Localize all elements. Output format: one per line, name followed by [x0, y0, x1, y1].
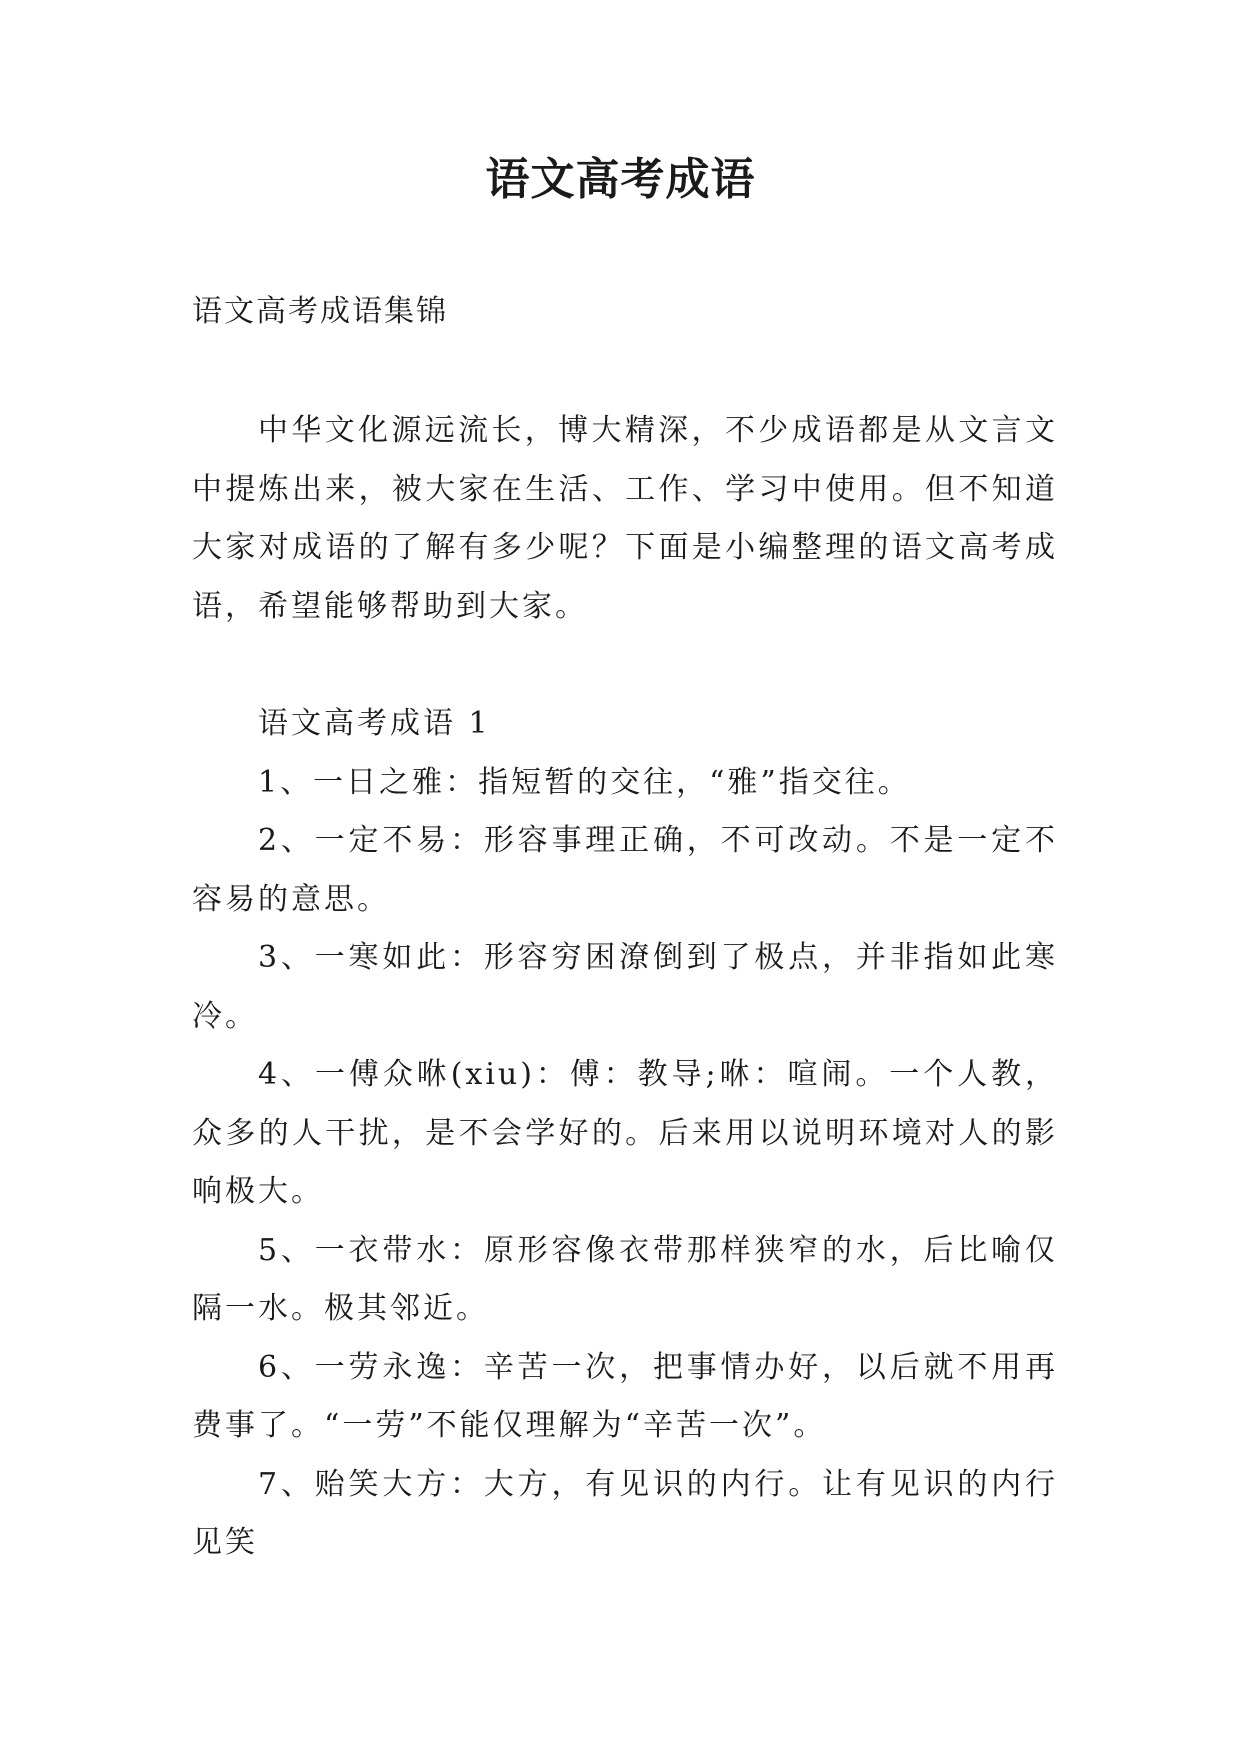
idiom-item-7: 7、贻笑大方：大方，有见识的内行。让有见识的内行见笑 [192, 1466, 1058, 1560]
idiom-item-2: 2、一定不易：形容事理正确，不可改动。不是一定不容易的意思。 [192, 823, 1058, 917]
idiom-item-5: 5、一衣带水：原形容像衣带那样狭窄的水，后比喻仅隔一水。极其邻近。 [192, 1232, 1058, 1326]
idiom-item-6: 6、一劳永逸：辛苦一次，把事情办好，以后就不用再费事了。“一劳”不能仅理解为“辛苦一次”。 [192, 1349, 1058, 1443]
idiom-item-1: 1、一日之雅：指短暂的交往，“雅”指交往。 [258, 764, 911, 800]
intro-paragraph: 中华文化源远流长，博大精深，不少成语都是从文言文中提炼出来，被大家在生活、工作、学习中使用。但不知道大家对成语的了解有多少呢？下面是小编整理的语文高考成语，希望能够帮助到大家。 [192, 413, 1058, 624]
intro-block [192, 402, 1058, 636]
document-title: 语文高考成语 [485, 154, 756, 205]
idiom-item-4: 4、一傅众咻(xiu)：傅：教导;咻：喧闹。一个人教，众多的人干扰，是不会学好的。后来用以说明环境对人的影响极大。 [192, 1057, 1058, 1209]
section-heading: 语文高考成语 1 [258, 706, 491, 741]
idiom-item-3: 3、一寒如此：形容穷困潦倒到了极点，并非指如此寒冷。 [192, 940, 1058, 1034]
idiom-section [192, 695, 1058, 1573]
document-subtitle: 语文高考成语集锦 [192, 294, 448, 329]
